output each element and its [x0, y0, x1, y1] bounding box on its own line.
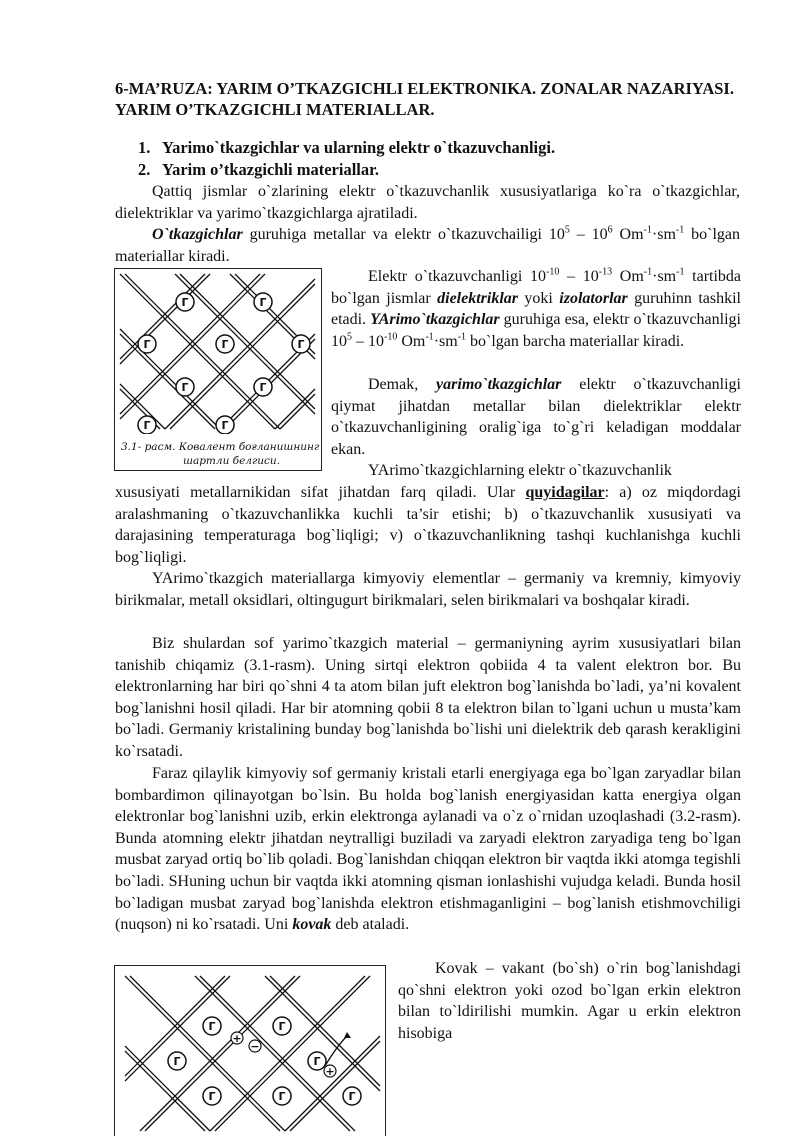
- paragraph-dielectrics: Elektr o`tkazuvchanligi $10^{-10} - 10^{-13}$ $Om^{-1}\cdot sm^{-1}$ tartibda bo`lgan jismlar dielektriklar yoki izolatorlar guruhinn tashkil etadi. YArimo`tkazgichlar guruhiga esa, elektr o`tkazuvchanligi $10^5 - 10^{-10}$ $Om^{-1}\cdot sm^{-1}$ bo`lgan barcha materiallar kiradi.: [331, 266, 742, 350]
- paragraph-materials: YArimo`tkazgich materiallarga kimyoviy elementlar – germaniy va kremniy, kimyoviy birikmalar, metall oksidlari, oltingugurt birikmalari, selen birikmalari va boshqalar kiradi.: [115, 570, 741, 609]
- lecture-title: 6-MA’RUZA: YARIM O’TKAZGICHLI ELEKTRONIKA. ZONALAR NAZARIYASI. YARIM O’TKAZGICHLI MATERIALLAR.: [115, 79, 734, 119]
- germanium-atom-label: Г: [297, 338, 305, 351]
- figure-hole-formation: [114, 965, 386, 1136]
- term-semiconductors: YArimo`tkazgichlar: [370, 311, 500, 329]
- germanium-atom-label: Г: [278, 1020, 286, 1033]
- paragraph-hole-formation: Faraz qilaylik kimyoviy sof germaniy kristali etarli energiyaga ega bo`lgan zaryadlar bilan bombardimon qilinayotgan bo`lsin. Bu holda bog`lanish energiyasidan katta energiya olgan elektronlar bog`lanishni uzib, erkin elektronga aylanadi va o`z o`rnidan uzoqlashadi (3.2-rasm). Bunda atomning elektr jihatdan neytralligi buziladi va zaryadi elektron zaryadiga teng bo`lgan musbat zaryad ortiq bo`lib qoladi. Bog`lanishdan chiqqan elektron bir vaqtda ikki atomga tegishli bo`ladi. SHuning uchun bir vaqtda ikki atomning qisman ionlashishi vujudga keladi. Bunda hosil bo`ladigan musbat zaryad bog`lanishda elektron etishmaganligini – bog`lanish etishmovchiligi (nuqson) ni ko`rsatadi. Uni kovak deb ataladi.: [115, 765, 741, 934]
- figure-caption-line: шартли белгиси.: [183, 455, 281, 467]
- germanium-atom-label: Г: [208, 1090, 216, 1103]
- germanium-atom-label: Г: [181, 296, 189, 309]
- paragraph-conductors: O`tkazgichlar guruhiga metallar va elektr o`tkazuvchailigi $10^5 - 10^6$ $Om^{-1}\cdot sm^{-1}$ bo`lgan materiallar kiradi.: [115, 224, 741, 265]
- term-semiconductors: yarimo`tkazgichlar: [436, 376, 562, 393]
- figure-covalent-bond: [114, 268, 322, 471]
- germanium-atom-label: Г: [278, 1090, 286, 1103]
- paragraph-hole-vacancy: Kovak – vakant (bo`sh) o`rin bog`lanishdagi qo`shni elektron yoki ozod bo`lgan erkin elektron bilan to`ldirilishi mumkin. Agar u erkin elektron hisobiga: [398, 960, 741, 1042]
- electron-path: [325, 1036, 347, 1066]
- topic-item: 1. Yarimo`tkazgichlar va ularning elektr o`tkazuvchanligi.: [138, 138, 556, 157]
- svg-text:+: +: [325, 1065, 335, 1078]
- arrow-icon: [344, 1032, 351, 1038]
- germanium-atom-label: Г: [181, 381, 189, 394]
- term-following: quyidagilar: [525, 484, 605, 501]
- germanium-atom-label: Г: [173, 1055, 181, 1068]
- paragraph-properties: xususiyati metallarnikidan sifat jihatdan farq qiladi. Ular quyidagilar: a) oz miqdordagi aralashmaning o`tkazuvchanlikka kuchli ta’sir etishi; b) o`tkazuvchanlik xususiyati va darajasining temperaturaga bog`liqligi; v) o`tkazuvchanlikning tashqi kuchlanishga kuchli bog`liqligi.: [115, 484, 741, 566]
- topic-list: [138, 137, 555, 180]
- svg-text:−: −: [250, 1040, 260, 1053]
- germanium-atom-label: Г: [221, 419, 229, 432]
- term-conductors: O`tkazgichlar: [152, 226, 243, 243]
- svg-text:+: +: [232, 1032, 242, 1045]
- term-insulators: izolatorlar: [559, 289, 628, 307]
- germanium-atom-label: Г: [259, 296, 267, 309]
- term-dielectrics: dielektriklar: [437, 289, 519, 307]
- germanium-atom-label: Г: [208, 1020, 216, 1033]
- germanium-atom-label: Г: [143, 419, 151, 432]
- figure-caption-line: 3.1- расм. Ковалент боғланишнинг: [121, 441, 320, 453]
- germanium-atom-label: Г: [143, 338, 151, 351]
- term-hole: kovak: [292, 916, 332, 934]
- germanium-atom-label: Г: [259, 381, 267, 394]
- topic-item: 2. Yarim o’tkazgichli materiallar.: [138, 159, 380, 179]
- paragraph-properties-start: YArimo`tkazgichlarning elektr o`tkazuvchanlik: [368, 462, 672, 479]
- paragraph-intro: Qattiq jismlar o`zlarining elektr o`tkazuvchanlik xususiyatlariga ko`ra o`tkazgichlar, dielektriklar va yarimo`tkazgichlarga ajratiladi.: [115, 183, 740, 222]
- paragraph-conclusion: Demak, yarimo`tkazgichlar elektr o`tkazuvchanligi qiymat jihatdan metallar bilan dielektriklar elektr o`tkazuvchanligining oralig`iga to`g`ri keladigan moddalar ekan.: [331, 376, 742, 458]
- paragraph-germanium: Biz shulardan sof yarimo`tkazgich material – germaniyning ayrim xususiyatlari bilan tanishib chiqamiz (3.1-rasm). Uning sirtqi elektron qobiida 4 ta valent elektron bor. Bu elektronlarning har biri qo`shni 4 ta atom bilan juft elektron bog`lanishda bo`ladi, ya’ni kovalent bog`lanishni hosil qiladi. Har bir atomning qobii 8 ta elektron bilan to`lgani uchun u musta’kam bo`ladi. Germaniy kristalining bunday bog`lanishda bo`lishi uni dielektrik deb qarash kerakligini ko`rsatadi.: [115, 635, 741, 760]
- covalent-lattice-diagram: [115, 269, 321, 470]
- topic-text: Yarimo`tkazgichlar va ularning elektr o`tkazuvchanligi.: [162, 138, 556, 157]
- germanium-atom-label: Г: [313, 1055, 321, 1068]
- hole-lattice-diagram: [115, 966, 385, 1132]
- germanium-atom-label: Г: [348, 1090, 356, 1103]
- topic-text: Yarim o’tkazgichli materiallar.: [162, 159, 380, 179]
- germanium-atom-label: Г: [221, 338, 229, 351]
